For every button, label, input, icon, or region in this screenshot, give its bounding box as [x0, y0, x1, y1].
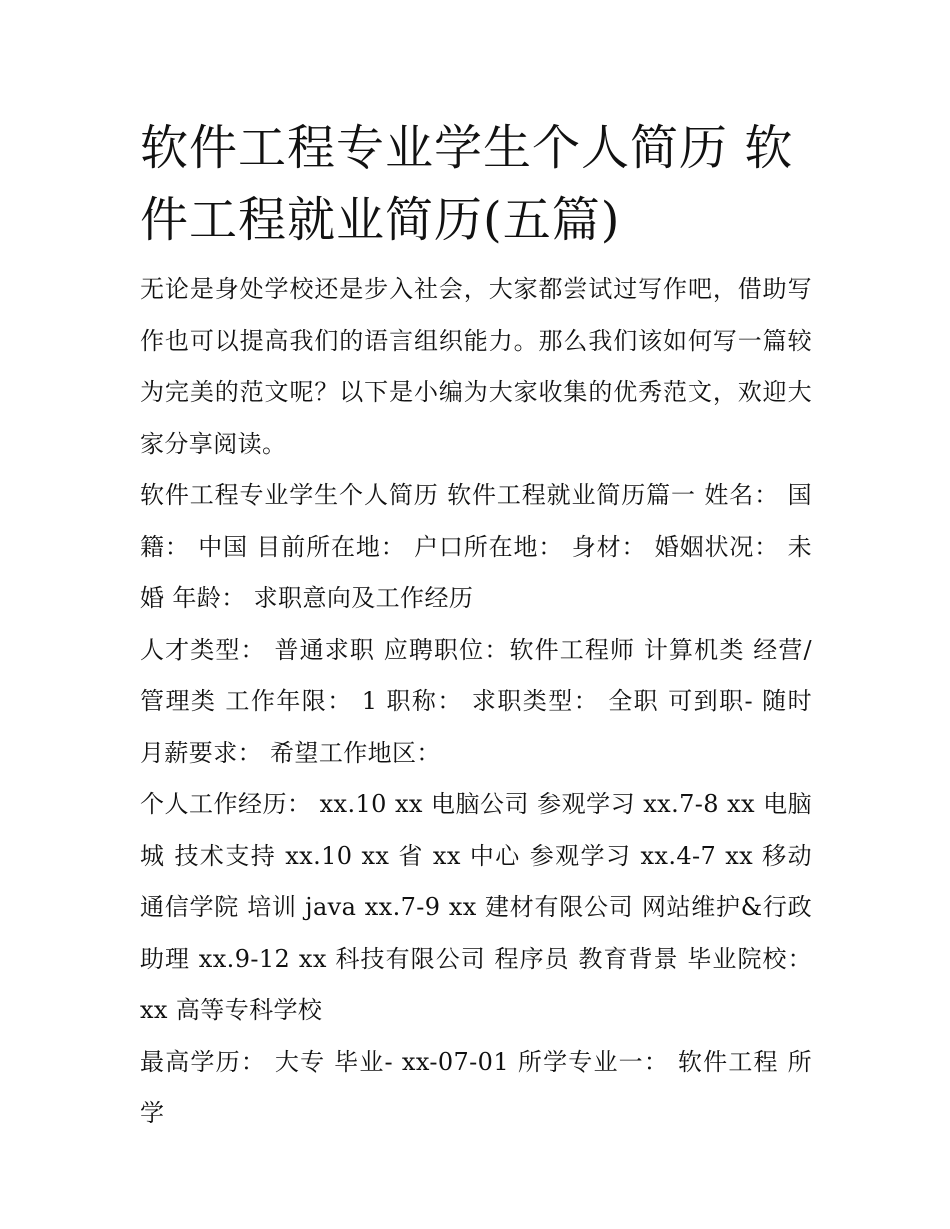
document-page	[140, 112, 812, 1140]
paragraph-personal-info: 软件工程专业学生个人简历 软件工程就业简历篇一 姓名： 国籍： 中国 目前所在地： 户口所在地： 身材： 婚姻状况： 未婚 年龄： 求职意向及工作经历	[140, 481, 812, 612]
paragraph-work-experience: 个人工作经历： xx.10 xx 电脑公司 参观学习 xx.7-8 xx 电脑城 技术支持 xx.10 xx 省 xx 中心 参观学习 xx.4-7 xx 移动通信学院 培训 java xx.7-9 xx 建材有限公司 网站维护&行政助理 xx.9-12 xx 科技有限公司 程序员 教育背景 毕业院校： xx 高等专科学校	[140, 790, 812, 1024]
paragraph-job-intention: 人才类型： 普通求职 应聘职位：软件工程师 计算机类 经营/管理类 工作年限： 1 职称： 求职类型： 全职 可到职- 随时 月薪要求： 希望工作地区：	[140, 635, 812, 767]
paragraph-intro: 无论是身处学校还是步入社会，大家都尝试过写作吧，借助写作也可以提高我们的语言组织能力。那么我们该如何写一篇较为完美的范文呢？以下是小编为大家收集的优秀范文，欢迎大家分享阅读。	[140, 275, 812, 458]
document-title: 软件工程专业学生个人简历 软件工程就业简历(五篇)	[140, 120, 794, 248]
paragraph-education: 最高学历： 大专 毕业- xx-07-01 所学专业一： 软件工程 所学	[140, 1047, 812, 1127]
